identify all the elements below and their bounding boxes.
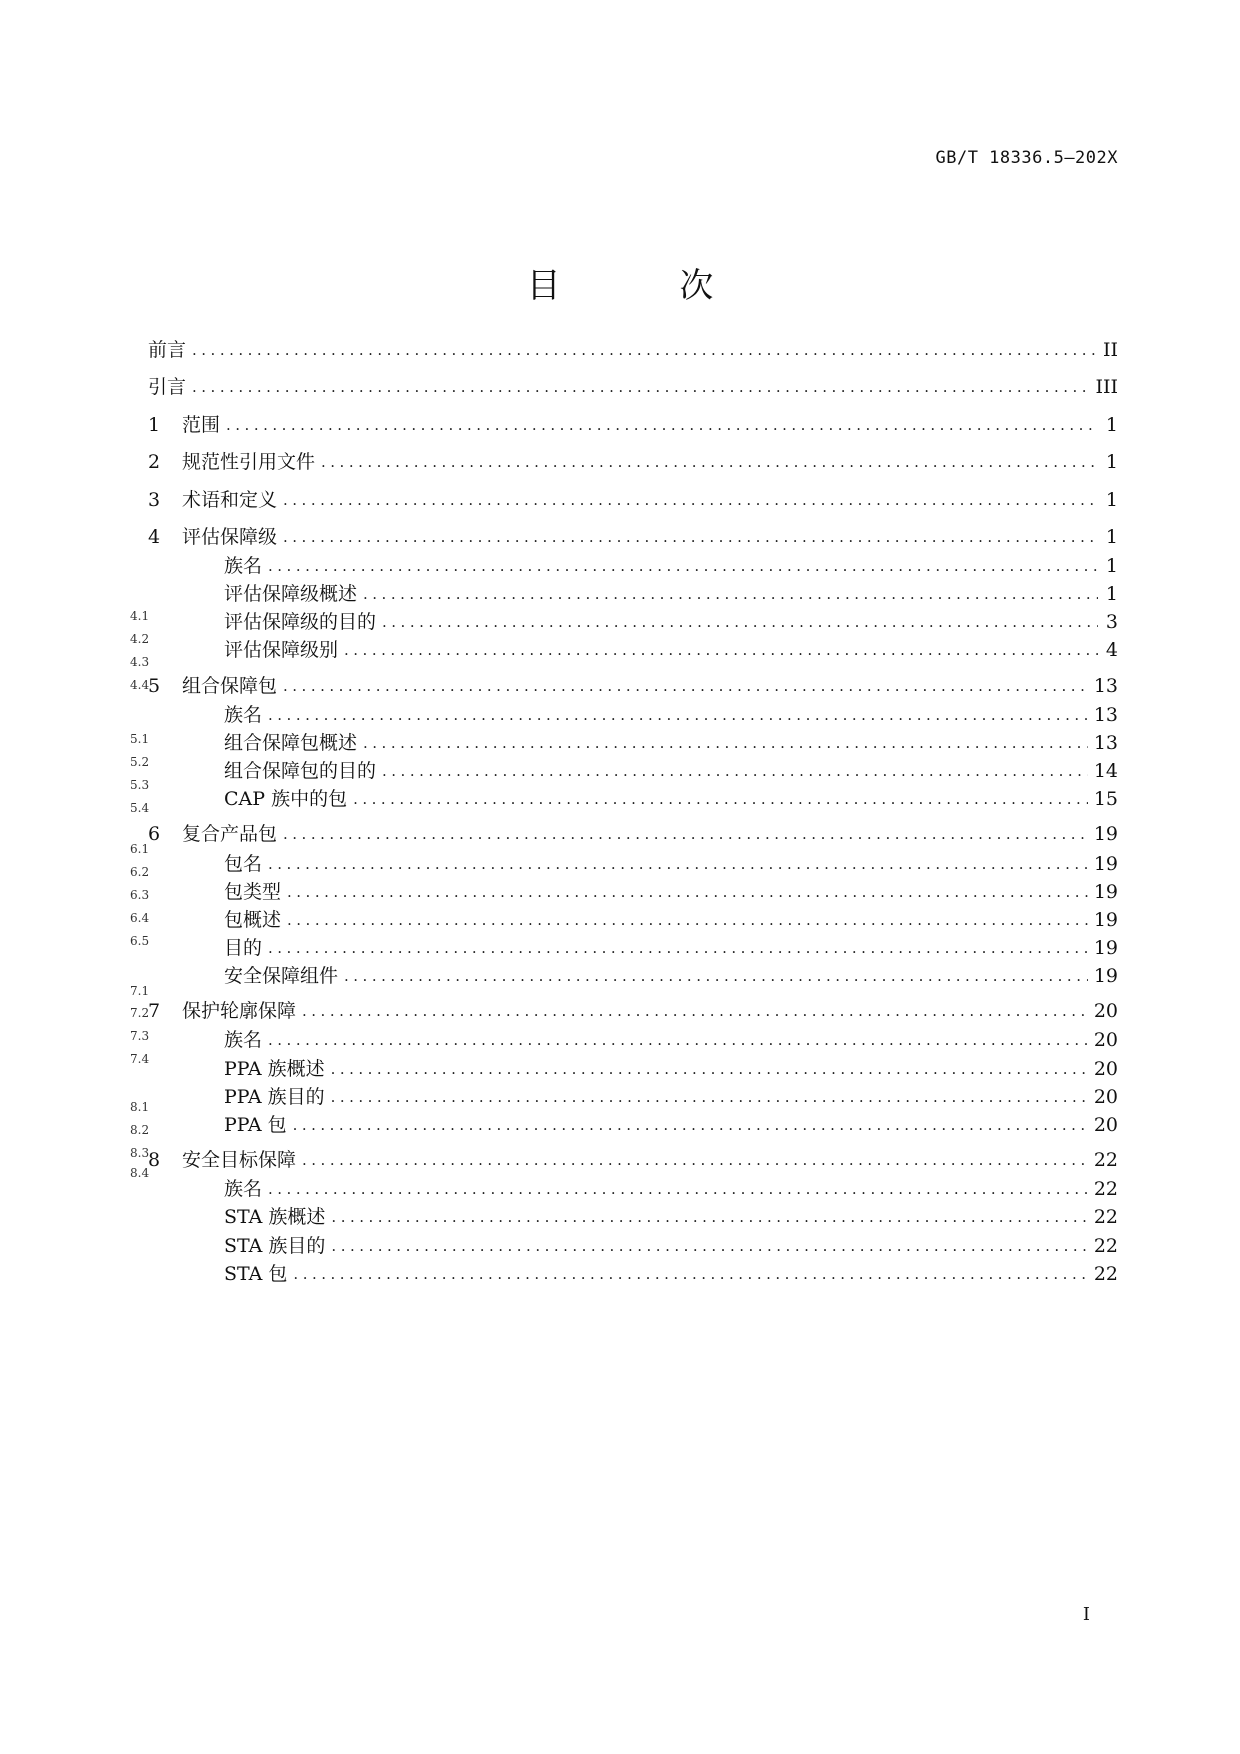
toc-entry-page: 22 bbox=[1093, 1178, 1118, 1200]
toc-leader-dots bbox=[382, 608, 1098, 636]
toc-entry[interactable] bbox=[148, 906, 1118, 934]
toc-entry-label: 前言 bbox=[148, 339, 187, 361]
toc-entry-label: 评估保障级的目的 bbox=[224, 611, 377, 633]
toc-entry-page: 1 bbox=[1105, 489, 1118, 511]
toc-entry-label: 目的 bbox=[224, 937, 263, 959]
toc-entry[interactable] bbox=[148, 1055, 1118, 1083]
margin-number: 6.4 bbox=[130, 911, 150, 925]
toc-leader-dots bbox=[192, 336, 1097, 364]
toc-entry-number: 4 bbox=[148, 526, 161, 548]
margin-number: 7.1 bbox=[130, 984, 150, 998]
toc-entry-page: 22 bbox=[1093, 1263, 1118, 1285]
toc-leader-dots bbox=[268, 552, 1098, 580]
margin-number: 4.3 bbox=[130, 655, 150, 669]
toc-entry-label: 族名 bbox=[224, 1029, 263, 1051]
toc-entry-page: 13 bbox=[1093, 704, 1118, 726]
margin-number: 8.2 bbox=[130, 1123, 150, 1137]
toc-entry[interactable] bbox=[148, 820, 1118, 848]
toc-entry-label: PPA 包 bbox=[224, 1114, 287, 1136]
margin-number: 8.3 bbox=[130, 1146, 150, 1160]
toc-entry-label: 评估保障级概述 bbox=[224, 583, 358, 605]
toc-entry-label: 包类型 bbox=[224, 881, 282, 903]
toc-entry-page: 14 bbox=[1093, 760, 1118, 782]
page-number: I bbox=[1082, 1604, 1090, 1625]
toc-entry-label: 评估保障级别 bbox=[224, 639, 339, 661]
toc-leader-dots bbox=[287, 906, 1088, 934]
toc-entry-page: 19 bbox=[1093, 823, 1118, 845]
toc-entry[interactable] bbox=[148, 1083, 1118, 1111]
toc-entry-number: 7 bbox=[148, 1000, 161, 1022]
toc-leader-dots bbox=[363, 580, 1098, 608]
toc-entry[interactable] bbox=[148, 373, 1118, 401]
toc-entry-page: 1 bbox=[1105, 583, 1118, 605]
margin-number: 8.1 bbox=[130, 1100, 150, 1114]
toc-entry-number: 1 bbox=[148, 414, 161, 436]
toc-entry-page: 22 bbox=[1093, 1149, 1118, 1171]
toc-leader-dots bbox=[268, 1175, 1088, 1203]
toc-leader-dots bbox=[283, 820, 1088, 848]
toc-entry-label: 组合保障包概述 bbox=[224, 732, 358, 754]
toc-entry-label: PPA 族概述 bbox=[224, 1058, 325, 1080]
toc-leader-dots bbox=[268, 934, 1088, 962]
toc-entry[interactable] bbox=[148, 1146, 1118, 1174]
toc-entry[interactable] bbox=[148, 1260, 1118, 1288]
toc-entry-page: 1 bbox=[1105, 526, 1118, 548]
toc-leader-dots bbox=[287, 878, 1088, 906]
toc-entry-label: STA 包 bbox=[224, 1263, 288, 1285]
toc-leader-dots bbox=[192, 373, 1089, 401]
toc-entry[interactable] bbox=[148, 701, 1118, 729]
toc-entry-label: CAP 族中的包 bbox=[224, 788, 348, 810]
toc-entry-page: 20 bbox=[1093, 1000, 1118, 1022]
toc-entry-page: 22 bbox=[1093, 1206, 1118, 1228]
margin-number: 4.1 bbox=[130, 609, 150, 623]
toc-leader-dots bbox=[293, 1111, 1088, 1139]
toc-entry-label: 组合保障包 bbox=[182, 675, 278, 697]
margin-number: 6.3 bbox=[130, 888, 150, 902]
toc-entry-page: 3 bbox=[1105, 611, 1118, 633]
toc-entry-page: 1 bbox=[1105, 451, 1118, 473]
margin-number: 5.1 bbox=[130, 732, 150, 746]
toc-leader-dots bbox=[293, 1260, 1087, 1288]
toc-leader-dots bbox=[226, 411, 1098, 439]
toc-entry[interactable] bbox=[148, 523, 1118, 551]
toc-entry[interactable] bbox=[148, 1111, 1118, 1139]
toc-entry-label: 组合保障包的目的 bbox=[224, 760, 377, 782]
toc-leader-dots bbox=[268, 1026, 1088, 1054]
toc-entry-label: 引言 bbox=[148, 376, 187, 398]
toc-leader-dots bbox=[331, 1203, 1087, 1231]
toc-leader-dots bbox=[268, 850, 1088, 878]
toc-leader-dots bbox=[321, 448, 1098, 476]
margin-number: 6.2 bbox=[130, 865, 150, 879]
toc-entry[interactable] bbox=[148, 1232, 1118, 1260]
toc-entry[interactable] bbox=[148, 552, 1118, 580]
toc-entry[interactable] bbox=[148, 934, 1118, 962]
toc-entry-page: 19 bbox=[1093, 937, 1118, 959]
toc-entry-label: 范围 bbox=[182, 414, 221, 436]
toc-entry-page: 1 bbox=[1105, 414, 1118, 436]
margin-number: 4.4 bbox=[130, 678, 150, 692]
toc-entry[interactable] bbox=[148, 850, 1118, 878]
toc-entry-page: 22 bbox=[1093, 1235, 1118, 1257]
toc-leader-dots bbox=[382, 757, 1088, 785]
toc-leader-dots bbox=[344, 962, 1088, 990]
toc-entry-page: 20 bbox=[1093, 1086, 1118, 1108]
toc-entry-number: 3 bbox=[148, 489, 161, 511]
margin-number: 7.3 bbox=[130, 1029, 150, 1043]
toc-entry-page: 13 bbox=[1093, 675, 1118, 697]
toc-entry[interactable] bbox=[148, 997, 1118, 1025]
toc-leader-dots bbox=[283, 486, 1098, 514]
margin-number: 6.5 bbox=[130, 934, 150, 948]
toc-entry-label: 评估保障级 bbox=[182, 526, 278, 548]
toc-entry-number: 6 bbox=[148, 823, 161, 845]
toc-entry-number: 8 bbox=[148, 1149, 161, 1171]
toc-entry[interactable] bbox=[148, 411, 1118, 439]
toc-entry[interactable] bbox=[148, 1175, 1118, 1203]
toc-entry[interactable] bbox=[148, 672, 1118, 700]
toc-entry-page: 20 bbox=[1093, 1114, 1118, 1136]
toc-entry-label: 族名 bbox=[224, 704, 263, 726]
margin-number: 6.1 bbox=[130, 842, 150, 856]
toc-entry-number: 5 bbox=[148, 675, 161, 697]
toc-entry[interactable] bbox=[148, 785, 1118, 813]
toc-entry[interactable] bbox=[148, 608, 1118, 636]
toc-entry-label: 保护轮廓保障 bbox=[182, 1000, 297, 1022]
toc-entry[interactable] bbox=[148, 336, 1118, 364]
toc-leader-dots bbox=[331, 1083, 1088, 1111]
margin-number: 5.4 bbox=[130, 801, 150, 815]
toc-entry[interactable] bbox=[148, 580, 1118, 608]
toc-entry-number: 2 bbox=[148, 451, 161, 473]
toc-entry[interactable] bbox=[148, 757, 1118, 785]
document-code: GB/T 18336.5—202X bbox=[935, 148, 1118, 168]
toc-entry-label: 术语和定义 bbox=[182, 489, 278, 511]
toc-entry-label: 族名 bbox=[224, 1178, 263, 1200]
toc-entry-page: 4 bbox=[1105, 639, 1118, 661]
toc-leader-dots bbox=[283, 523, 1098, 551]
toc-entry-label: 规范性引用文件 bbox=[182, 451, 316, 473]
toc-entry-label: 复合产品包 bbox=[182, 823, 278, 845]
toc-entry[interactable] bbox=[148, 729, 1118, 757]
toc-entry-page: II bbox=[1102, 339, 1118, 361]
toc-leader-dots bbox=[302, 1146, 1088, 1174]
toc-entry-label: 安全保障组件 bbox=[224, 965, 339, 987]
toc-entry-label: 包概述 bbox=[224, 909, 282, 931]
toc-leader-dots bbox=[283, 672, 1088, 700]
toc-entry-label: PPA 族目的 bbox=[224, 1086, 325, 1108]
margin-number: 4.2 bbox=[130, 632, 150, 646]
margin-number: 5.3 bbox=[130, 778, 150, 792]
toc-title: 目 次 bbox=[526, 266, 768, 306]
margin-number: 8.4 bbox=[130, 1166, 150, 1180]
toc-leader-dots bbox=[353, 785, 1088, 813]
toc-entry-page: 20 bbox=[1093, 1058, 1118, 1080]
toc-entry-page: 13 bbox=[1093, 732, 1118, 754]
toc-leader-dots bbox=[331, 1055, 1088, 1083]
toc-entry-page: 20 bbox=[1093, 1029, 1118, 1051]
toc-entry-page: III bbox=[1095, 376, 1118, 398]
toc-entry-page: 15 bbox=[1093, 788, 1118, 810]
margin-number: 7.2 bbox=[130, 1006, 150, 1020]
toc-leader-dots bbox=[344, 636, 1098, 664]
toc-entry-page: 1 bbox=[1105, 555, 1118, 577]
margin-number: 7.4 bbox=[130, 1052, 150, 1066]
toc-entry-page: 19 bbox=[1093, 853, 1118, 875]
toc-entry-label: 族名 bbox=[224, 555, 263, 577]
toc-entry-label: STA 族目的 bbox=[224, 1235, 326, 1257]
toc-entry-label: 包名 bbox=[224, 853, 263, 875]
toc-entry-label: 安全目标保障 bbox=[182, 1149, 297, 1171]
toc-leader-dots bbox=[363, 729, 1088, 757]
toc-entry-page: 19 bbox=[1093, 965, 1118, 987]
toc-leader-dots bbox=[268, 701, 1088, 729]
toc-entry-page: 19 bbox=[1093, 881, 1118, 903]
toc-entry[interactable] bbox=[148, 486, 1118, 514]
toc-entry-label: STA 族概述 bbox=[224, 1206, 326, 1228]
toc-leader-dots bbox=[302, 997, 1088, 1025]
toc-entry[interactable] bbox=[148, 1203, 1118, 1231]
toc-entry[interactable] bbox=[148, 878, 1118, 906]
toc-leader-dots bbox=[331, 1232, 1087, 1260]
margin-number: 5.2 bbox=[130, 755, 150, 769]
toc-entry[interactable] bbox=[148, 1026, 1118, 1054]
toc-entry[interactable] bbox=[148, 636, 1118, 664]
toc-entry-page: 19 bbox=[1093, 909, 1118, 931]
toc-entry[interactable] bbox=[148, 962, 1118, 990]
toc-entry[interactable] bbox=[148, 448, 1118, 476]
